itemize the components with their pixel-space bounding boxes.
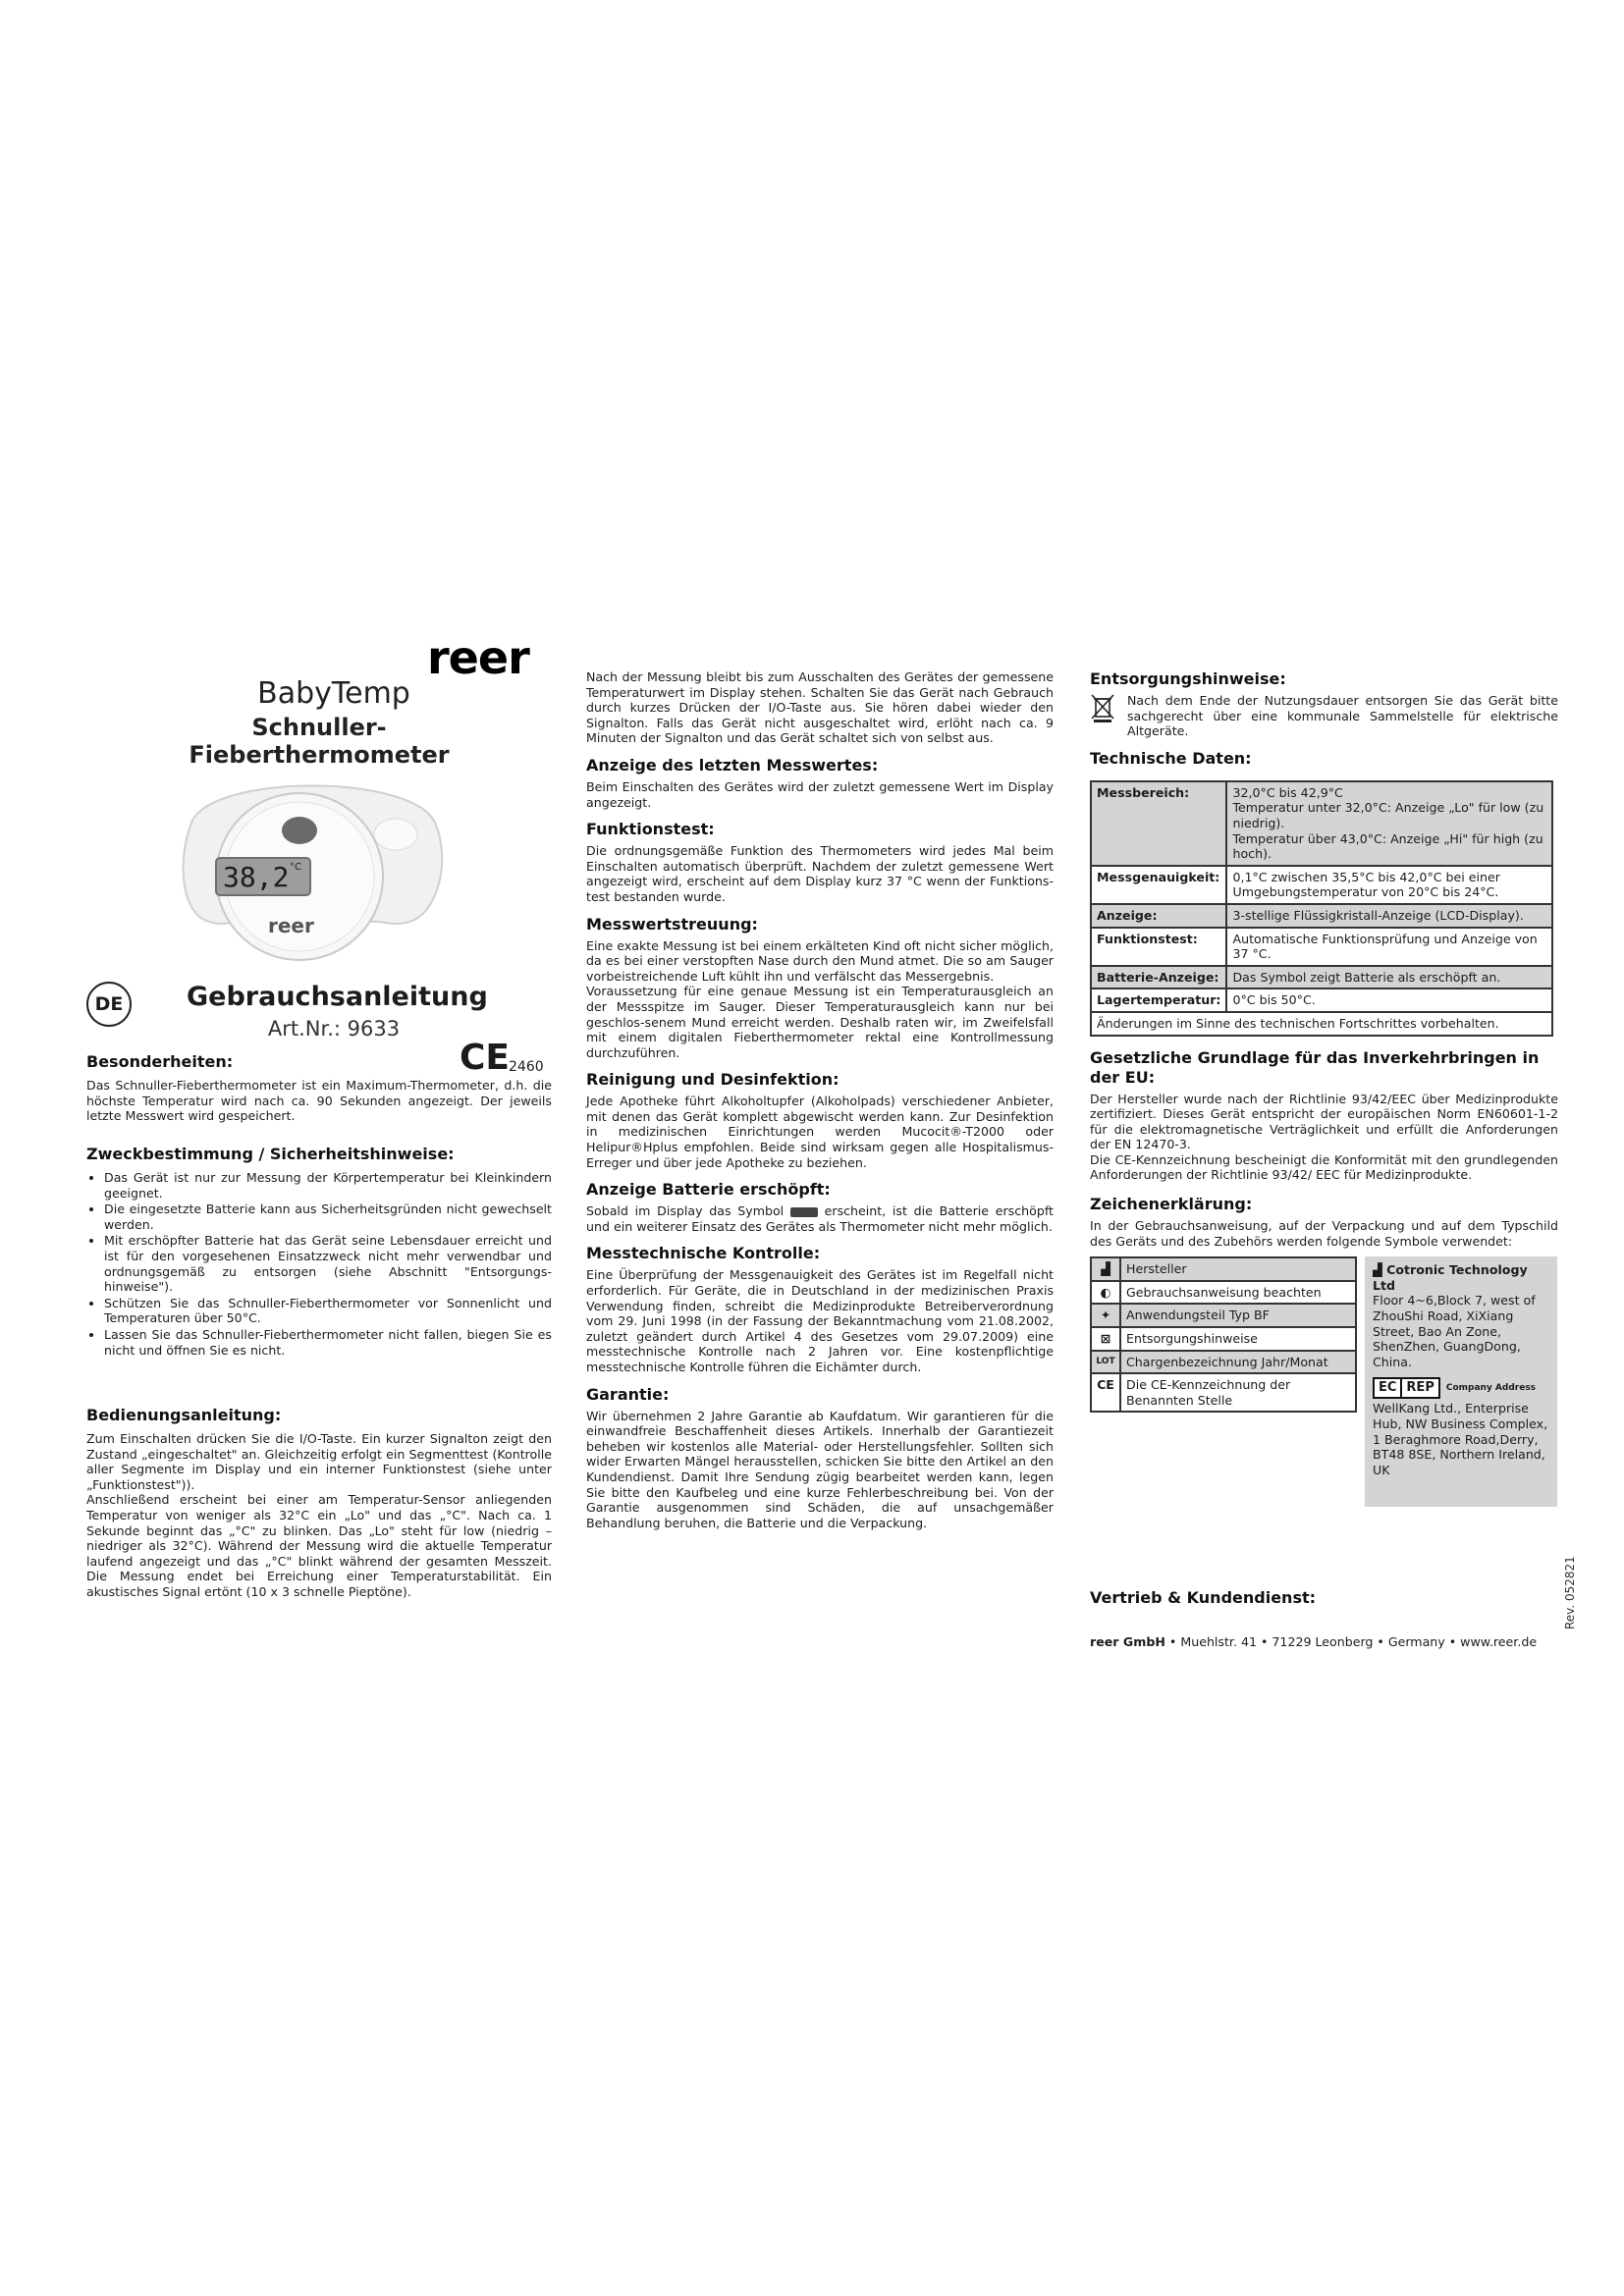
text-batterie-a: Sobald im Display das Symbol: [586, 1203, 785, 1219]
table-row: [1091, 988, 1552, 1012]
notified-body-number: 2460: [509, 1059, 544, 1075]
revision-number: Rev. 052821: [1563, 1556, 1577, 1629]
text-zeichen-intro: In der Gebrauchsanweisung, auf der Verpackung und auf dem Typschild des Geräts und des Zubehörs werden folgende Symbole verwendet:: [1090, 1218, 1558, 1249]
manufacturer-name: ▟ Cotronic Technology Ltd: [1373, 1262, 1528, 1293]
lot-icon: LOT: [1091, 1351, 1120, 1374]
section-batterie: [586, 1180, 1054, 1234]
ec-rep-symbol: [1373, 1377, 1549, 1399]
product-name: BabyTemp: [257, 676, 410, 711]
tech-value: 0,1°C zwischen 35,5°C bis 42,0°C bei einer Umgebungstemperatur von 20°C bis 24°C.: [1226, 866, 1552, 904]
symbol-label: Anwendungsteil Typ BF: [1120, 1304, 1356, 1327]
tech-key: Messbereich:: [1091, 781, 1226, 866]
table-row: [1091, 866, 1552, 904]
section-garantie: [586, 1385, 1054, 1531]
symbol-row: [1091, 1281, 1356, 1305]
column-3: [1090, 669, 1558, 1522]
heading-bedienungsanleitung: Bedienungsanleitung:: [86, 1406, 282, 1424]
list-item: • Lassen Sie das Schnuller-Fieberthermometer nicht fallen, biegen Sie es nicht und öffnen Sie es nicht.: [104, 1327, 552, 1358]
table-row: [1091, 904, 1552, 928]
text-grundlage-2: Die CE-Kennzeichnung bescheinigt die Konformität mit den grundlegenden Anforderungen der Richtlinie 93/42/ EEC für Medizinprodukte.: [1090, 1151, 1558, 1183]
text-bedienung-1: Zum Einschalten drücken Sie die I/O-Taste. Ein kurzer Signalton zeigt den Zustand „eingeschaltet" an. Gleichzeitig erfolgt ein Segmenttest (Kontrolle aller Segmente im Display und ein interner Funktionstest (siehe unter „Funktionstest")).: [86, 1431, 552, 1492]
symbol-label: Hersteller: [1120, 1257, 1356, 1281]
text-grundlage-1: Der Hersteller wurde nach der Richtlinie 93/42/EEC über Medizinprodukte zertifiziert. Dieses Gerät entspricht der europäischen Norm EN60601-1-2 für die elektromagnetische Verträglichkeit und erfüllt die Anforderungen der EN 12470-3.: [1090, 1091, 1558, 1152]
symbols-area: [1090, 1256, 1558, 1522]
symbol-label: Die CE-Kennzeichnung der Benannten Stelle: [1120, 1373, 1356, 1412]
ce-icon: CE: [1091, 1373, 1120, 1412]
table-row: [1091, 966, 1552, 989]
pacifier-thermometer-image: [172, 764, 452, 975]
heading-reinigung: Reinigung und Desinfektion:: [586, 1070, 839, 1090]
symbol-row: [1091, 1304, 1356, 1327]
ce-mark: CE: [460, 1038, 511, 1078]
manufacturer-icon: ▟: [1373, 1262, 1387, 1278]
section-messtechnisch: [586, 1244, 1054, 1374]
battery-empty-icon: [790, 1207, 818, 1217]
column-2: [586, 669, 1054, 1530]
heading-technische-daten: Technische Daten:: [1090, 748, 1252, 768]
symbol-row: [1091, 1351, 1356, 1374]
table-footer-row: [1091, 1012, 1552, 1036]
tech-footer: Änderungen im Sinne des technischen Fortschrittes vorbehalten.: [1091, 1012, 1552, 1036]
heading-letzter-messwert: Anzeige des letzten Messwertes:: [586, 755, 879, 774]
company-line: [1090, 1634, 1558, 1650]
brand-logo: reer: [427, 631, 529, 684]
section-messwertstreuung: [586, 915, 1054, 1061]
heading-funktionstest: Funktionstest:: [586, 820, 715, 839]
text-entsorgung: Nach dem Ende der Nutzungsdauer entsorgen Sie das Gerät bitte sachgerecht über eine kommunale Sammelstelle für elektrische Altgeräte.: [1127, 693, 1558, 739]
text-batterie-b: erscheint, ist die Batterie erschöpft und ein weiterer Einsatz des Gerätes als Thermometer nicht mehr möglich.: [586, 1203, 1054, 1234]
list-item: • Die eingesetzte Batterie kann aus Sicherheitsgründen nicht gewechselt werden.: [104, 1201, 552, 1232]
manufacturer-box: [1365, 1256, 1557, 1507]
ec-label: EC: [1373, 1377, 1402, 1399]
section-besonderheiten: [86, 1052, 552, 1124]
heading-zeichenerklaerung: Zeichenerklärung:: [1090, 1195, 1253, 1214]
table-row: [1091, 928, 1552, 966]
text-garantie: Wir übernehmen 2 Jahre Garantie ab Kaufdatum. Wir garantieren für die einwandfreie Beschaffenheit dieses Artikels. Innerhalb der Garantiezeit beheben wir kostenlos alle Material- oder Herstellungsfehler. Sollten sich wider Erwarten Mängel herausstellen, schicken Sie bitte den Artikel an den Kundendienst. Damit Ihre Sendung zügig bearbeitet werden kann, legen Sie bitte den Kaufbeleg und eine kurze Fehlerbeschreibung bei. Von der Garantie ausgenommen sind Schäden, die auf unsachgemäßer Behandlung beruhen, die Batterie und die Verpackung.: [586, 1408, 1054, 1530]
company-address: • Muehlstr. 41 • 71229 Leonberg • Germany • www.reer.de: [1168, 1634, 1538, 1649]
heading-zweckbestimmung: Zweckbestimmung / Sicherheitshinweise:: [86, 1145, 455, 1163]
instructions-icon: ◐: [1091, 1281, 1120, 1305]
text-bedienung-2: Anschließend erscheint bei einer am Temperatur-Sensor anliegenden Temperatur von weniger als 32°C ein „Lo" und das „°C". Nach ca. 1 Sekunde beginnt das „°C" zu blinken. Das „Lo" steht für low (niedrig – niedriger als 32°C). Während der Messung wird die aktuelle Temperatur laufend angezeigt und das „°C" blinkt während der gesamten Messzeit. Die Messung endet bei Erreichung einer Temperaturstabilität. Ein akustisches Signal ertönt (10 x 3 schnelle Pieptöne).: [86, 1492, 552, 1599]
tech-value: Das Symbol zeigt Batterie als erschöpft an.: [1226, 966, 1552, 989]
heading-batterie: Anzeige Batterie erschöpft:: [586, 1180, 831, 1200]
section-bedienungsanleitung: [86, 1406, 552, 1600]
manufacturer-address: Floor 4~6,Block 7, west of ZhouShi Road, XiXiang Street, Bao An Zone, ShenZhen, GuangDong, China.: [1373, 1293, 1536, 1369]
tech-value: Automatische Funktionsprüfung und Anzeige von 37 °C.: [1226, 928, 1552, 966]
disposal-icon: ⊠: [1091, 1327, 1120, 1351]
text-batterie: [586, 1203, 1054, 1234]
display-reading: 38,2: [223, 861, 290, 893]
language-badge: DE: [86, 982, 132, 1027]
text-streuung-2: Voraussetzung für eine genaue Messung ist ein Temperaturausgleich an der Messspitze im Sauger. Dieser Temperaturausgleich kann nur bei geschlos-senem Mund erreicht werden. Deshalb raten wir, im Zweifelsfall mit einem digitalen Fieberthermometer rektal eine Kontrollmessung durchzuführen.: [586, 984, 1054, 1060]
list-item: • Mit erschöpfter Batterie hat das Gerät seine Lebensdauer erreicht und ist für den vorgesehenen Einsatzzweck nicht mehr verwendbar und ordnungsgemäß zu entsorgen (siehe Abschnitt "Entsorgungs-hinweise").: [104, 1233, 552, 1294]
heading-messwertstreuung: Messwertstreuung:: [586, 914, 758, 934]
text-reinigung: Jede Apotheke führt Alkoholtupfer (Alkoholpads) verschiedener Anbieter, mit denen das Gerät komplett abgewischt werden kann. Zur Desinfektion in medizinischen Einrichtungen werden Mucocit®-T2000 oder Helipur®Hplus empfohlen. Beide sind wirksam gegen alle Hospitalismus-Erreger und über jede Apotheke zu beziehen.: [586, 1094, 1054, 1170]
section-zweckbestimmung: [86, 1145, 552, 1359]
text-messtechnisch: Eine Überprüfung der Messgenauigkeit des Gerätes ist im Regelfall nicht erforderlich. Für Geräte, die in Deutschland in der medizinischen Praxis Verwendung finden, schreibt die Medizinprodukte Betreiberverordnung vom 29. Juni 1998 (in der Fassung der Bekanntmachung vom 21.08.2002, zuletzt geändert durch Artikel 4 des Gesetzes vom 29.07.2009) eine messtechnische Kontrolle nach 2 Jahren vor. Eine kostenpflichtige messtechnische Kontrolle führen die Eichämter durch.: [586, 1267, 1054, 1374]
heading-grundlage: Gesetzliche Grundlage für das Inverkehrbringen in der EU:: [1090, 1047, 1540, 1087]
display-unit: °C: [290, 862, 301, 873]
disposal-row: [1090, 693, 1558, 739]
symbol-row: [1091, 1327, 1356, 1351]
symbol-label: Gebrauchsanweisung beachten: [1120, 1281, 1356, 1305]
product-subtitle: Schnuller-Fieberthermometer: [189, 714, 450, 769]
text-besonderheiten: Das Schnuller-Fieberthermometer ist ein Maximum-Thermometer, d.h. die höchste Temperatur wird nach ca. 90 Sekunden angezeigt. Der jeweils letzte Messwert wird gespeichert.: [86, 1078, 552, 1124]
type-bf-icon: ✦: [1091, 1304, 1120, 1327]
tech-key: Anzeige:: [1091, 904, 1226, 928]
list-item: • Schützen Sie das Schnuller-Fieberthermometer vor Sonnenlicht und Temperaturen über 50°C.: [104, 1296, 552, 1326]
tech-value: 32,0°C bis 42,9°C Temperatur unter 32,0°C: Anzeige „Lo" für low (zu niedrig). Temperatur über 43,0°C: Anzeige „Hi" für high (zu hoch).: [1226, 781, 1552, 866]
symbol-label: Chargenbezeichnung Jahr/Monat: [1120, 1351, 1356, 1374]
article-number: Art.Nr.: 9633: [267, 1017, 401, 1041]
section-reinigung: [586, 1070, 1054, 1170]
device-logo: reer: [268, 914, 314, 937]
technical-data-table: [1090, 780, 1553, 1037]
manual-title: Gebrauchsanleitung: [187, 982, 488, 1012]
symbol-row: [1091, 1373, 1356, 1412]
tech-key: Batterie-Anzeige:: [1091, 966, 1226, 989]
manufacturer-icon: ▟: [1091, 1257, 1120, 1281]
rep-label: REP: [1402, 1377, 1439, 1399]
text-funktionstest: Die ordnungsgemäße Funktion des Thermometers wird jedes Mal beim Einschalten automatisch überprüft. Nachdem der zuletzt gemessene Wert angezeigt wird, erscheint auf dem Display kurz 37 °C wenn der Funktions-test bestanden wurde.: [586, 843, 1054, 904]
heading-besonderheiten: Besonderheiten:: [86, 1052, 234, 1071]
representative-address: WellKang Ltd., Enterprise Hub, NW Business Complex, 1 Beraghmore Road,Derry, BT48 8SE, Northern Ireland, UK: [1373, 1401, 1548, 1477]
tech-key: Lagertemperatur:: [1091, 988, 1226, 1012]
heading-entsorgung: Entsorgungshinweise:: [1090, 669, 1286, 688]
crossed-out-bin-icon: [1090, 693, 1115, 722]
symbol-row: [1091, 1257, 1356, 1281]
symbols-table: [1090, 1256, 1357, 1413]
section-funktionstest: [586, 820, 1054, 904]
section-letzter-messwert: [586, 756, 1054, 810]
text-intro: Nach der Messung bleibt bis zum Ausschalten des Gerätes der gemessene Temperaturwert im Display stehen. Schalten Sie das Gerät nach Gebrauch durch kurzes Drücken der I/O-Taste aus. Sie hören dabei wieder den Signalton. Falls das Gerät nicht ausgeschaltet wird, erlöht nach ca. 9 Minuten der Signalton und das Gerät schaltet sich von selbst aus.: [586, 669, 1054, 746]
company-name: reer GmbH: [1090, 1634, 1165, 1649]
heading-messtechnisch: Messtechnische Kontrolle:: [586, 1244, 821, 1263]
tech-key: Messgenauigkeit:: [1091, 866, 1226, 904]
list-item: • Das Gerät ist nur zur Messung der Körpertemperatur bei Kleinkindern geeignet.: [104, 1170, 552, 1201]
tech-value: 0°C bis 50°C.: [1226, 988, 1552, 1012]
company-address-label: Company Address: [1445, 1383, 1537, 1394]
heading-garantie: Garantie:: [586, 1384, 670, 1404]
safety-list: [86, 1170, 552, 1358]
heading-vertrieb: Vertrieb & Kundendienst:: [1090, 1588, 1317, 1607]
tech-key: Funktionstest:: [1091, 928, 1226, 966]
text-letzter-messwert: Beim Einschalten des Gerätes wird der zuletzt gemessene Wert im Display angezeigt.: [586, 778, 1054, 810]
tech-value: 3-stellige Flüssigkristall-Anzeige (LCD-Display).: [1226, 904, 1552, 928]
text-streuung-1: Eine exakte Messung ist bei einem erkälteten Kind oft nicht sicher möglich, da es bei einer verstopften Nase durch den Mund atmet. Die so am Sauger vorbeistreichende Luft kühlt ihn und verfälscht das Messergebnis.: [586, 937, 1054, 984]
symbol-label: Entsorgungshinweise: [1120, 1327, 1356, 1351]
table-row: [1091, 781, 1552, 866]
